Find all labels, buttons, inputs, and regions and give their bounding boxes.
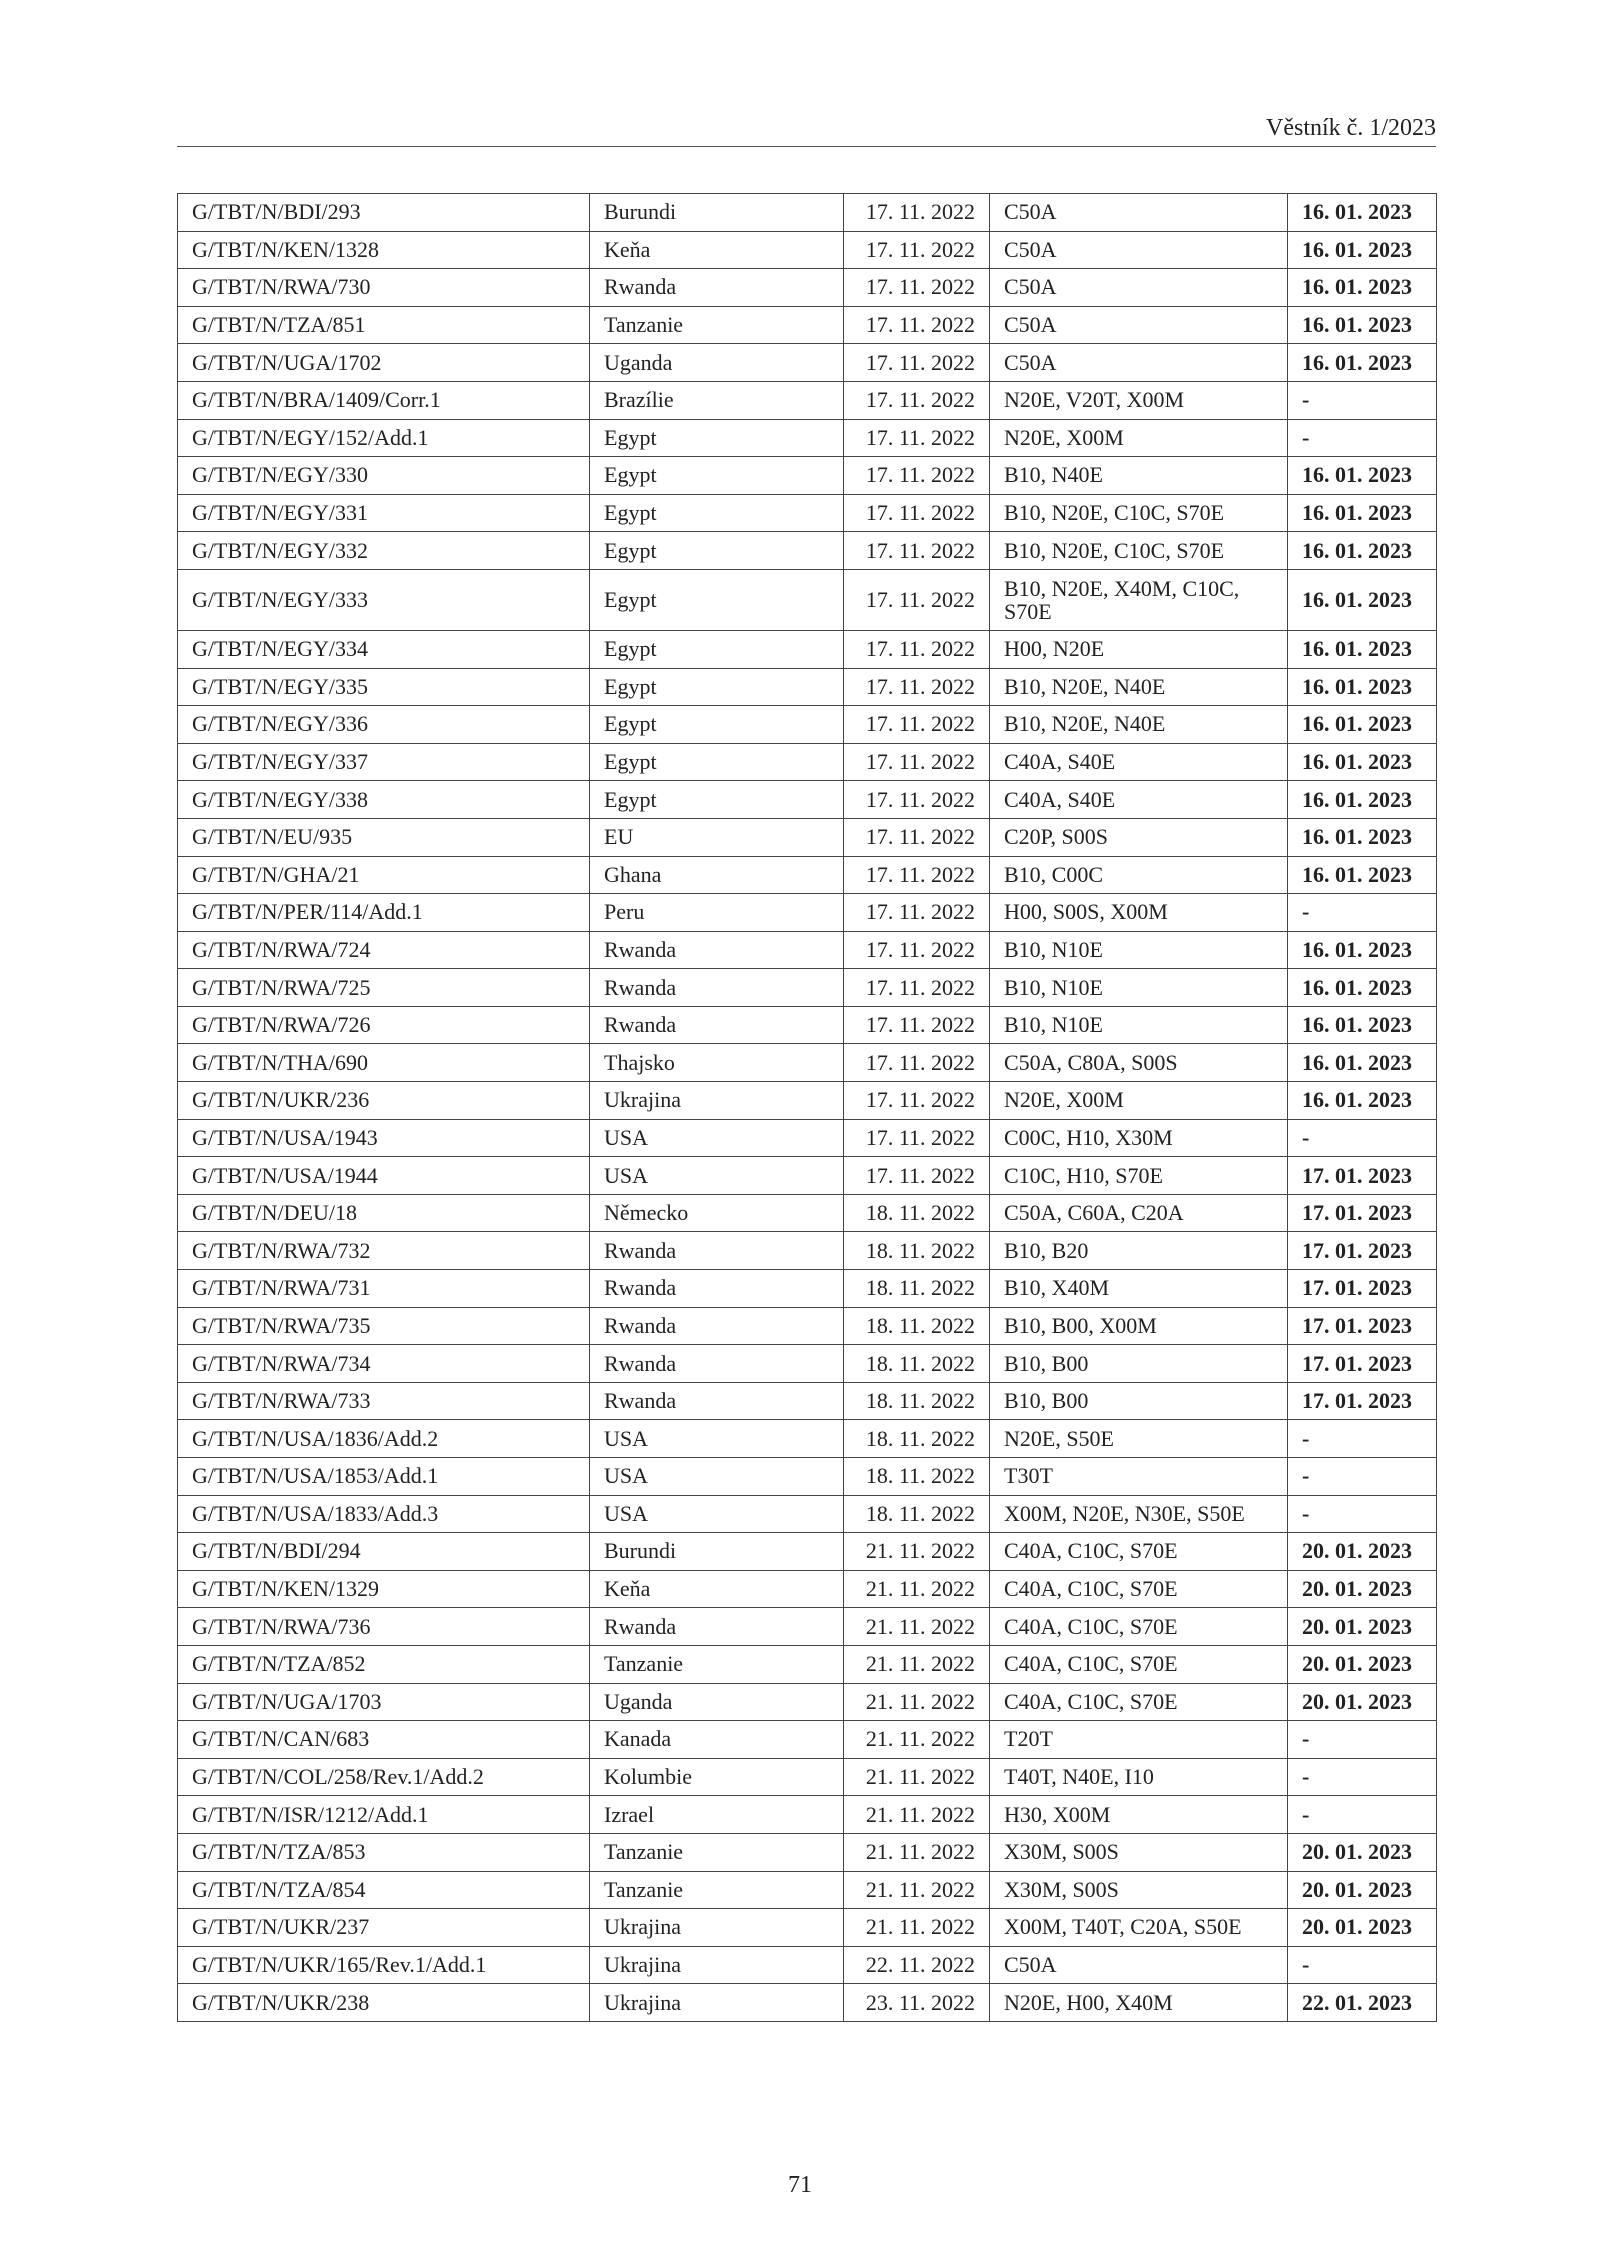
cell-symbol: G/TBT/N/TZA/851	[178, 306, 590, 344]
cell-symbol: G/TBT/N/PER/114/Add.1	[178, 894, 590, 932]
cell-codes: B10, N20E, N40E	[990, 668, 1288, 706]
cell-member: Egypt	[590, 532, 844, 570]
cell-symbol: G/TBT/N/RWA/736	[178, 1608, 590, 1646]
cell-symbol: G/TBT/N/UGA/1703	[178, 1683, 590, 1721]
table-row	[178, 1119, 1437, 1157]
cell-deadline: 20. 01. 2023	[1288, 1533, 1437, 1571]
cell-symbol: G/TBT/N/EGY/152/Add.1	[178, 419, 590, 457]
cell-date: 17. 11. 2022	[844, 1082, 990, 1120]
cell-deadline: 16. 01. 2023	[1288, 706, 1437, 744]
cell-symbol: G/TBT/N/KEN/1329	[178, 1570, 590, 1608]
cell-symbol: G/TBT/N/TZA/854	[178, 1871, 590, 1909]
cell-symbol: G/TBT/N/BDI/294	[178, 1533, 590, 1571]
cell-deadline: -	[1288, 419, 1437, 457]
cell-deadline: 20. 01. 2023	[1288, 1833, 1437, 1871]
cell-deadline: 20. 01. 2023	[1288, 1683, 1437, 1721]
table-row	[178, 344, 1437, 382]
cell-date: 17. 11. 2022	[844, 743, 990, 781]
cell-member: Egypt	[590, 569, 844, 630]
cell-deadline: 16. 01. 2023	[1288, 743, 1437, 781]
cell-member: Kanada	[590, 1721, 844, 1759]
cell-deadline: 16. 01. 2023	[1288, 781, 1437, 819]
cell-member: EU	[590, 818, 844, 856]
cell-date: 17. 11. 2022	[844, 569, 990, 630]
table-row	[178, 781, 1437, 819]
table-row	[178, 1082, 1437, 1120]
cell-deadline: 16. 01. 2023	[1288, 269, 1437, 307]
cell-member: Burundi	[590, 194, 844, 232]
cell-date: 17. 11. 2022	[844, 1006, 990, 1044]
table-row	[178, 1758, 1437, 1796]
cell-codes: B10, X40M	[990, 1270, 1288, 1308]
table-row	[178, 706, 1437, 744]
cell-member: Thajsko	[590, 1044, 844, 1082]
cell-symbol: G/TBT/N/EGY/335	[178, 668, 590, 706]
cell-date: 17. 11. 2022	[844, 630, 990, 668]
cell-symbol: G/TBT/N/GHA/21	[178, 856, 590, 894]
cell-deadline: 16. 01. 2023	[1288, 931, 1437, 969]
table-row	[178, 231, 1437, 269]
cell-symbol: G/TBT/N/COL/258/Rev.1/Add.2	[178, 1758, 590, 1796]
table-row	[178, 818, 1437, 856]
cell-deadline: 16. 01. 2023	[1288, 569, 1437, 630]
cell-member: Rwanda	[590, 1382, 844, 1420]
cell-symbol: G/TBT/N/BDI/293	[178, 194, 590, 232]
cell-date: 21. 11. 2022	[844, 1758, 990, 1796]
cell-member: Tanzanie	[590, 306, 844, 344]
cell-member: Rwanda	[590, 1270, 844, 1308]
cell-deadline: 16. 01. 2023	[1288, 1044, 1437, 1082]
cell-codes: C40A, S40E	[990, 781, 1288, 819]
table-row	[178, 306, 1437, 344]
cell-symbol: G/TBT/N/EGY/330	[178, 457, 590, 495]
cell-date: 17. 11. 2022	[844, 194, 990, 232]
cell-symbol: G/TBT/N/UKR/236	[178, 1082, 590, 1120]
table-row	[178, 1307, 1437, 1345]
cell-deadline: 17. 01. 2023	[1288, 1270, 1437, 1308]
cell-date: 17. 11. 2022	[844, 269, 990, 307]
cell-member: Tanzanie	[590, 1871, 844, 1909]
table-row	[178, 668, 1437, 706]
cell-codes: B10, N40E	[990, 457, 1288, 495]
cell-codes: C00C, H10, X30M	[990, 1119, 1288, 1157]
cell-codes: C40A, C10C, S70E	[990, 1645, 1288, 1683]
table-row	[178, 856, 1437, 894]
cell-codes: B10, N20E, N40E	[990, 706, 1288, 744]
cell-symbol: G/TBT/N/KEN/1328	[178, 231, 590, 269]
cell-symbol: G/TBT/N/THA/690	[178, 1044, 590, 1082]
cell-symbol: G/TBT/N/BRA/1409/Corr.1	[178, 381, 590, 419]
table-row	[178, 931, 1437, 969]
cell-codes: C40A, C10C, S70E	[990, 1533, 1288, 1571]
table-row	[178, 532, 1437, 570]
cell-member: Burundi	[590, 1533, 844, 1571]
cell-date: 21. 11. 2022	[844, 1721, 990, 1759]
cell-deadline: 22. 01. 2023	[1288, 1984, 1437, 2022]
cell-date: 18. 11. 2022	[844, 1232, 990, 1270]
cell-symbol: G/TBT/N/RWA/730	[178, 269, 590, 307]
table-row	[178, 1871, 1437, 1909]
cell-codes: T20T	[990, 1721, 1288, 1759]
cell-member: Egypt	[590, 668, 844, 706]
cell-deadline: -	[1288, 1721, 1437, 1759]
cell-codes: N20E, X00M	[990, 419, 1288, 457]
table-row	[178, 1006, 1437, 1044]
cell-date: 18. 11. 2022	[844, 1495, 990, 1533]
cell-symbol: G/TBT/N/RWA/726	[178, 1006, 590, 1044]
cell-symbol: G/TBT/N/UGA/1702	[178, 344, 590, 382]
cell-deadline: 16. 01. 2023	[1288, 194, 1437, 232]
cell-date: 17. 11. 2022	[844, 344, 990, 382]
cell-deadline: 20. 01. 2023	[1288, 1871, 1437, 1909]
table-row	[178, 1420, 1437, 1458]
cell-date: 17. 11. 2022	[844, 781, 990, 819]
cell-member: Ukrajina	[590, 1909, 844, 1947]
cell-date: 17. 11. 2022	[844, 532, 990, 570]
cell-member: Keňa	[590, 1570, 844, 1608]
table-row	[178, 1946, 1437, 1984]
cell-symbol: G/TBT/N/USA/1944	[178, 1157, 590, 1195]
table-row	[178, 1683, 1437, 1721]
table-row	[178, 1533, 1437, 1571]
cell-date: 21. 11. 2022	[844, 1533, 990, 1571]
cell-deadline: 16. 01. 2023	[1288, 1006, 1437, 1044]
cell-codes: C20P, S00S	[990, 818, 1288, 856]
cell-date: 18. 11. 2022	[844, 1345, 990, 1383]
table-row	[178, 1044, 1437, 1082]
cell-deadline: -	[1288, 1796, 1437, 1834]
cell-codes: C40A, C10C, S70E	[990, 1608, 1288, 1646]
cell-deadline: 16. 01. 2023	[1288, 969, 1437, 1007]
cell-codes: B10, C00C	[990, 856, 1288, 894]
cell-deadline: 16. 01. 2023	[1288, 457, 1437, 495]
cell-codes: H30, X00M	[990, 1796, 1288, 1834]
cell-date: 18. 11. 2022	[844, 1420, 990, 1458]
table-row	[178, 457, 1437, 495]
cell-date: 17. 11. 2022	[844, 231, 990, 269]
table-row	[178, 1345, 1437, 1383]
cell-symbol: G/TBT/N/EGY/332	[178, 532, 590, 570]
cell-deadline: 17. 01. 2023	[1288, 1382, 1437, 1420]
cell-member: Ukrajina	[590, 1946, 844, 1984]
cell-codes: C50A	[990, 306, 1288, 344]
table-row	[178, 381, 1437, 419]
cell-symbol: G/TBT/N/USA/1853/Add.1	[178, 1458, 590, 1496]
cell-date: 17. 11. 2022	[844, 668, 990, 706]
cell-member: Rwanda	[590, 1307, 844, 1345]
cell-deadline: -	[1288, 381, 1437, 419]
cell-date: 17. 11. 2022	[844, 706, 990, 744]
cell-member: Rwanda	[590, 931, 844, 969]
cell-deadline: 20. 01. 2023	[1288, 1909, 1437, 1947]
cell-codes: N20E, X00M	[990, 1082, 1288, 1120]
cell-deadline: 16. 01. 2023	[1288, 668, 1437, 706]
cell-date: 22. 11. 2022	[844, 1946, 990, 1984]
cell-symbol: G/TBT/N/RWA/732	[178, 1232, 590, 1270]
cell-date: 23. 11. 2022	[844, 1984, 990, 2022]
cell-deadline: 17. 01. 2023	[1288, 1194, 1437, 1232]
cell-deadline: 20. 01. 2023	[1288, 1608, 1437, 1646]
cell-symbol: G/TBT/N/EGY/338	[178, 781, 590, 819]
cell-deadline: 20. 01. 2023	[1288, 1645, 1437, 1683]
table-body	[178, 194, 1437, 2022]
cell-symbol: G/TBT/N/UKR/237	[178, 1909, 590, 1947]
table-row	[178, 194, 1437, 232]
cell-codes: H00, S00S, X00M	[990, 894, 1288, 932]
cell-deadline: -	[1288, 1458, 1437, 1496]
cell-member: Ukrajina	[590, 1082, 844, 1120]
cell-date: 18. 11. 2022	[844, 1382, 990, 1420]
cell-codes: C40A, C10C, S70E	[990, 1683, 1288, 1721]
cell-date: 21. 11. 2022	[844, 1683, 990, 1721]
cell-codes: C50A	[990, 1946, 1288, 1984]
cell-deadline: -	[1288, 1119, 1437, 1157]
table-row	[178, 1458, 1437, 1496]
cell-symbol: G/TBT/N/EGY/333	[178, 569, 590, 630]
cell-deadline: 17. 01. 2023	[1288, 1307, 1437, 1345]
cell-symbol: G/TBT/N/RWA/733	[178, 1382, 590, 1420]
cell-deadline: -	[1288, 1420, 1437, 1458]
table-row	[178, 894, 1437, 932]
cell-date: 17. 11. 2022	[844, 306, 990, 344]
cell-date: 17. 11. 2022	[844, 457, 990, 495]
cell-deadline: -	[1288, 1946, 1437, 1984]
cell-member: Egypt	[590, 781, 844, 819]
cell-codes: H00, N20E	[990, 630, 1288, 668]
cell-codes: B10, B20	[990, 1232, 1288, 1270]
cell-member: USA	[590, 1495, 844, 1533]
cell-symbol: G/TBT/N/RWA/735	[178, 1307, 590, 1345]
cell-member: Peru	[590, 894, 844, 932]
cell-symbol: G/TBT/N/TZA/853	[178, 1833, 590, 1871]
cell-codes: C50A, C60A, C20A	[990, 1194, 1288, 1232]
cell-date: 17. 11. 2022	[844, 419, 990, 457]
cell-date: 17. 11. 2022	[844, 1119, 990, 1157]
table-row	[178, 494, 1437, 532]
cell-date: 17. 11. 2022	[844, 381, 990, 419]
cell-deadline: 17. 01. 2023	[1288, 1232, 1437, 1270]
cell-codes: X00M, T40T, C20A, S50E	[990, 1909, 1288, 1947]
cell-codes: B10, N20E, X40M, C10C, S70E	[990, 569, 1288, 630]
cell-member: Egypt	[590, 419, 844, 457]
cell-deadline: -	[1288, 1758, 1437, 1796]
cell-member: USA	[590, 1119, 844, 1157]
cell-date: 17. 11. 2022	[844, 894, 990, 932]
cell-deadline: 16. 01. 2023	[1288, 532, 1437, 570]
cell-date: 21. 11. 2022	[844, 1871, 990, 1909]
cell-deadline: 16. 01. 2023	[1288, 856, 1437, 894]
cell-member: Brazílie	[590, 381, 844, 419]
cell-symbol: G/TBT/N/USA/1943	[178, 1119, 590, 1157]
cell-member: Egypt	[590, 706, 844, 744]
cell-member: Tanzanie	[590, 1645, 844, 1683]
cell-date: 17. 11. 2022	[844, 494, 990, 532]
table-row	[178, 630, 1437, 668]
cell-symbol: G/TBT/N/EGY/337	[178, 743, 590, 781]
cell-symbol: G/TBT/N/DEU/18	[178, 1194, 590, 1232]
cell-date: 17. 11. 2022	[844, 1157, 990, 1195]
cell-codes: X30M, S00S	[990, 1833, 1288, 1871]
cell-codes: N20E, H00, X40M	[990, 1984, 1288, 2022]
cell-codes: B10, B00, X00M	[990, 1307, 1288, 1345]
cell-codes: C40A, S40E	[990, 743, 1288, 781]
cell-deadline: 20. 01. 2023	[1288, 1570, 1437, 1608]
cell-member: USA	[590, 1420, 844, 1458]
cell-codes: X00M, N20E, N30E, S50E	[990, 1495, 1288, 1533]
cell-symbol: G/TBT/N/TZA/852	[178, 1645, 590, 1683]
cell-deadline: 16. 01. 2023	[1288, 344, 1437, 382]
cell-member: Ukrajina	[590, 1984, 844, 2022]
cell-date: 17. 11. 2022	[844, 931, 990, 969]
cell-deadline: 16. 01. 2023	[1288, 1082, 1437, 1120]
cell-codes: C50A	[990, 344, 1288, 382]
cell-symbol: G/TBT/N/CAN/683	[178, 1721, 590, 1759]
cell-member: Rwanda	[590, 1006, 844, 1044]
cell-member: USA	[590, 1157, 844, 1195]
cell-member: Egypt	[590, 457, 844, 495]
cell-codes: B10, N10E	[990, 969, 1288, 1007]
table-row	[178, 1833, 1437, 1871]
cell-member: Rwanda	[590, 1345, 844, 1383]
cell-deadline: 17. 01. 2023	[1288, 1345, 1437, 1383]
table-row	[178, 1232, 1437, 1270]
cell-member: Izrael	[590, 1796, 844, 1834]
cell-date: 17. 11. 2022	[844, 818, 990, 856]
cell-codes: B10, N10E	[990, 1006, 1288, 1044]
cell-codes: B10, N10E	[990, 931, 1288, 969]
table-row	[178, 1270, 1437, 1308]
cell-deadline: 16. 01. 2023	[1288, 630, 1437, 668]
cell-date: 21. 11. 2022	[844, 1645, 990, 1683]
table-row	[178, 419, 1437, 457]
cell-codes: T40T, N40E, I10	[990, 1758, 1288, 1796]
table-row	[178, 1608, 1437, 1646]
table-row	[178, 1909, 1437, 1947]
cell-member: Rwanda	[590, 1232, 844, 1270]
cell-codes: X30M, S00S	[990, 1871, 1288, 1909]
table-row	[178, 1495, 1437, 1533]
cell-codes: C10C, H10, S70E	[990, 1157, 1288, 1195]
cell-member: Egypt	[590, 494, 844, 532]
cell-codes: T30T	[990, 1458, 1288, 1496]
cell-member: Keňa	[590, 231, 844, 269]
cell-deadline: 16. 01. 2023	[1288, 231, 1437, 269]
cell-codes: B10, B00	[990, 1345, 1288, 1383]
cell-symbol: G/TBT/N/EGY/336	[178, 706, 590, 744]
cell-member: Rwanda	[590, 269, 844, 307]
cell-deadline: -	[1288, 1495, 1437, 1533]
cell-codes: C50A	[990, 269, 1288, 307]
cell-symbol: G/TBT/N/UKR/165/Rev.1/Add.1	[178, 1946, 590, 1984]
cell-date: 21. 11. 2022	[844, 1796, 990, 1834]
cell-deadline: 16. 01. 2023	[1288, 306, 1437, 344]
table-row	[178, 743, 1437, 781]
cell-date: 21. 11. 2022	[844, 1570, 990, 1608]
cell-symbol: G/TBT/N/ISR/1212/Add.1	[178, 1796, 590, 1834]
cell-symbol: G/TBT/N/EU/935	[178, 818, 590, 856]
cell-member: Kolumbie	[590, 1758, 844, 1796]
cell-symbol: G/TBT/N/RWA/734	[178, 1345, 590, 1383]
cell-codes: B10, N20E, C10C, S70E	[990, 532, 1288, 570]
cell-date: 17. 11. 2022	[844, 856, 990, 894]
cell-codes: C50A	[990, 231, 1288, 269]
cell-date: 21. 11. 2022	[844, 1608, 990, 1646]
table-row	[178, 269, 1437, 307]
cell-member: Tanzanie	[590, 1833, 844, 1871]
cell-deadline: -	[1288, 894, 1437, 932]
cell-deadline: 16. 01. 2023	[1288, 818, 1437, 856]
cell-codes: B10, N20E, C10C, S70E	[990, 494, 1288, 532]
page-header	[177, 114, 1436, 147]
cell-symbol: G/TBT/N/RWA/724	[178, 931, 590, 969]
cell-deadline: 17. 01. 2023	[1288, 1157, 1437, 1195]
table-row	[178, 1796, 1437, 1834]
cell-member: Egypt	[590, 743, 844, 781]
cell-member: Rwanda	[590, 969, 844, 1007]
cell-symbol: G/TBT/N/USA/1836/Add.2	[178, 1420, 590, 1458]
cell-date: 21. 11. 2022	[844, 1909, 990, 1947]
table-row	[178, 1157, 1437, 1195]
cell-symbol: G/TBT/N/USA/1833/Add.3	[178, 1495, 590, 1533]
cell-member: Ghana	[590, 856, 844, 894]
cell-date: 18. 11. 2022	[844, 1270, 990, 1308]
cell-member: Německo	[590, 1194, 844, 1232]
cell-date: 18. 11. 2022	[844, 1458, 990, 1496]
cell-date: 17. 11. 2022	[844, 1044, 990, 1082]
cell-symbol: G/TBT/N/RWA/725	[178, 969, 590, 1007]
cell-member: Rwanda	[590, 1608, 844, 1646]
cell-symbol: G/TBT/N/RWA/731	[178, 1270, 590, 1308]
cell-codes: C50A, C80A, S00S	[990, 1044, 1288, 1082]
cell-date: 18. 11. 2022	[844, 1194, 990, 1232]
table-row	[178, 969, 1437, 1007]
notifications-table	[177, 193, 1437, 2022]
cell-codes: C50A	[990, 194, 1288, 232]
cell-date: 17. 11. 2022	[844, 969, 990, 1007]
cell-date: 18. 11. 2022	[844, 1307, 990, 1345]
cell-codes: N20E, S50E	[990, 1420, 1288, 1458]
cell-codes: N20E, V20T, X00M	[990, 381, 1288, 419]
cell-member: USA	[590, 1458, 844, 1496]
table-row	[178, 1645, 1437, 1683]
cell-symbol: G/TBT/N/EGY/331	[178, 494, 590, 532]
cell-codes: B10, B00	[990, 1382, 1288, 1420]
cell-member: Egypt	[590, 630, 844, 668]
table-row	[178, 569, 1437, 630]
cell-codes: C40A, C10C, S70E	[990, 1570, 1288, 1608]
page-number: 71	[788, 2172, 812, 2198]
cell-symbol: G/TBT/N/UKR/238	[178, 1984, 590, 2022]
cell-member: Uganda	[590, 344, 844, 382]
table-row	[178, 1382, 1437, 1420]
cell-date: 21. 11. 2022	[844, 1833, 990, 1871]
table-row	[178, 1570, 1437, 1608]
table-row	[178, 1984, 1437, 2022]
header-title: Věstník č. 1/2023	[1266, 115, 1436, 141]
cell-deadline: 16. 01. 2023	[1288, 494, 1437, 532]
table-row	[178, 1194, 1437, 1232]
table-row	[178, 1721, 1437, 1759]
cell-member: Uganda	[590, 1683, 844, 1721]
cell-symbol: G/TBT/N/EGY/334	[178, 630, 590, 668]
